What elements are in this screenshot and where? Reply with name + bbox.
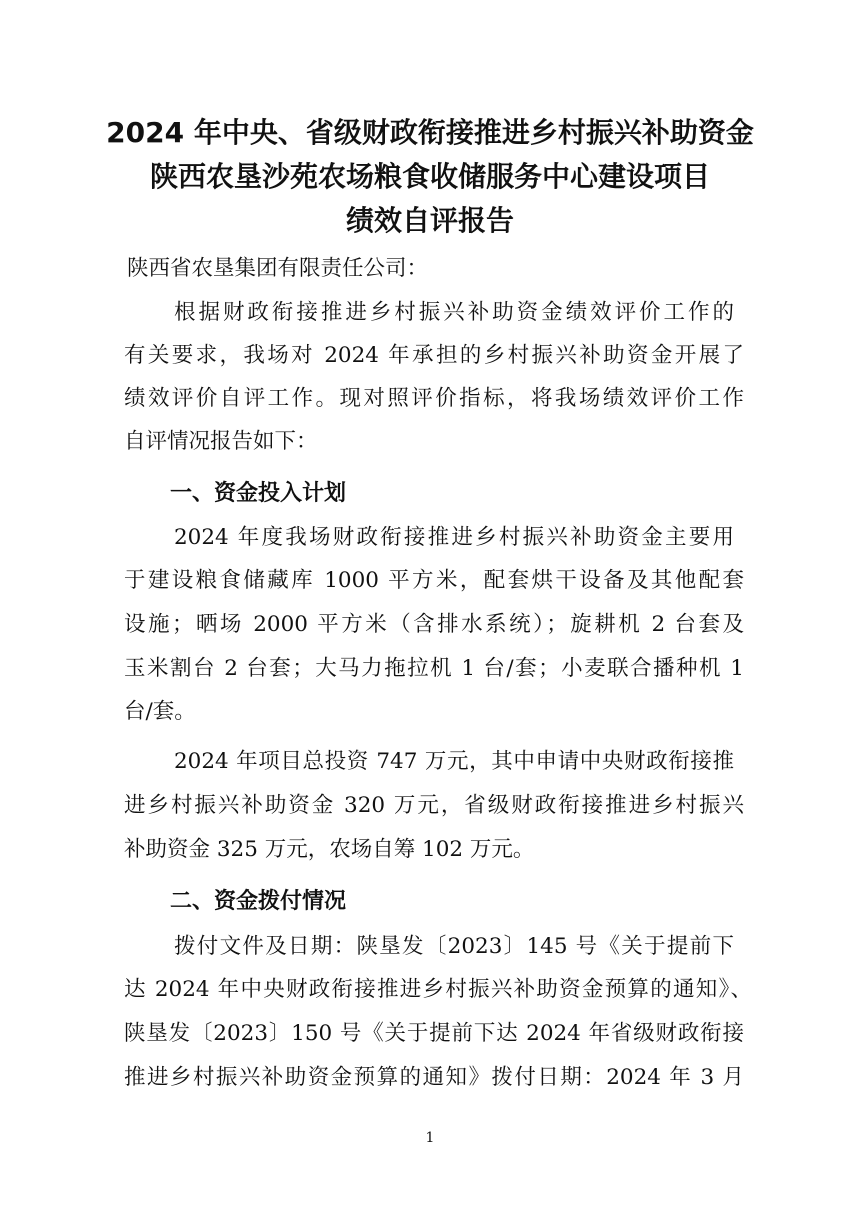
section-1-line: 补助资金 325 万元，农场自筹 102 万元。 [124, 837, 535, 862]
intro-line: 绩效评价自评工作。现对照评价指标，将我场绩效评价工作 [124, 386, 744, 411]
section-1-line: 2024 年度我场财政衔接推进乡村振兴补助资金主要用 [174, 525, 734, 550]
section-2-line: 陕垦发〔2023〕150 号《关于提前下达 2024 年省级财政衔接 [124, 1021, 744, 1046]
title-line-3: 绩效自评报告 [345, 204, 514, 237]
section-1-line: 玉米割台 2 台套；大马力拖拉机 1 台/套；小麦联合播种机 1 [124, 656, 744, 681]
title-line-1: 2024 年中央、省级财政衔接推进乡村振兴补助资金 [106, 116, 754, 149]
section-1-line: 进乡村振兴补助资金 320 万元，省级财政衔接推进乡村振兴 [124, 793, 744, 818]
section-2-line: 达 2024 年中央财政衔接推进乡村振兴补助资金预算的通知》、 [124, 977, 752, 1002]
page-number: 1 [425, 1130, 435, 1146]
intro-line: 自评情况报告如下： [124, 429, 318, 454]
section-1-line: 于建设粮食储藏库 1000 平方米，配套烘干设备及其他配套 [124, 568, 744, 593]
intro-line: 有关要求，我场对 2024 年承担的乡村振兴补助资金开展了 [124, 343, 744, 368]
section-1-line: 设施；晒场 2000 平方米（含排水系统）；旋耕机 2 台套及 [124, 612, 744, 637]
section-2-line: 拨付文件及日期：陕垦发〔2023〕145 号《关于提前下 [174, 934, 734, 959]
salutation: 陕西省农垦集团有限责任公司： [127, 256, 429, 281]
section-2-line: 推进乡村振兴补助资金预算的通知》拨付日期：2024 年 3 月 [124, 1065, 744, 1090]
section-1-heading: 一、资金投入计划 [170, 481, 347, 506]
section-1-line: 台/套。 [124, 699, 196, 724]
section-1-line: 2024 年项目总投资 747 万元，其中申请中央财政衔接推 [174, 749, 734, 774]
title-line-2: 陕西农垦沙苑农场粮食收储服务中心建设项目 [149, 160, 710, 193]
section-2-heading: 二、资金拨付情况 [170, 889, 347, 914]
intro-line: 根据财政衔接推进乡村振兴补助资金绩效评价工作的 [174, 300, 734, 325]
